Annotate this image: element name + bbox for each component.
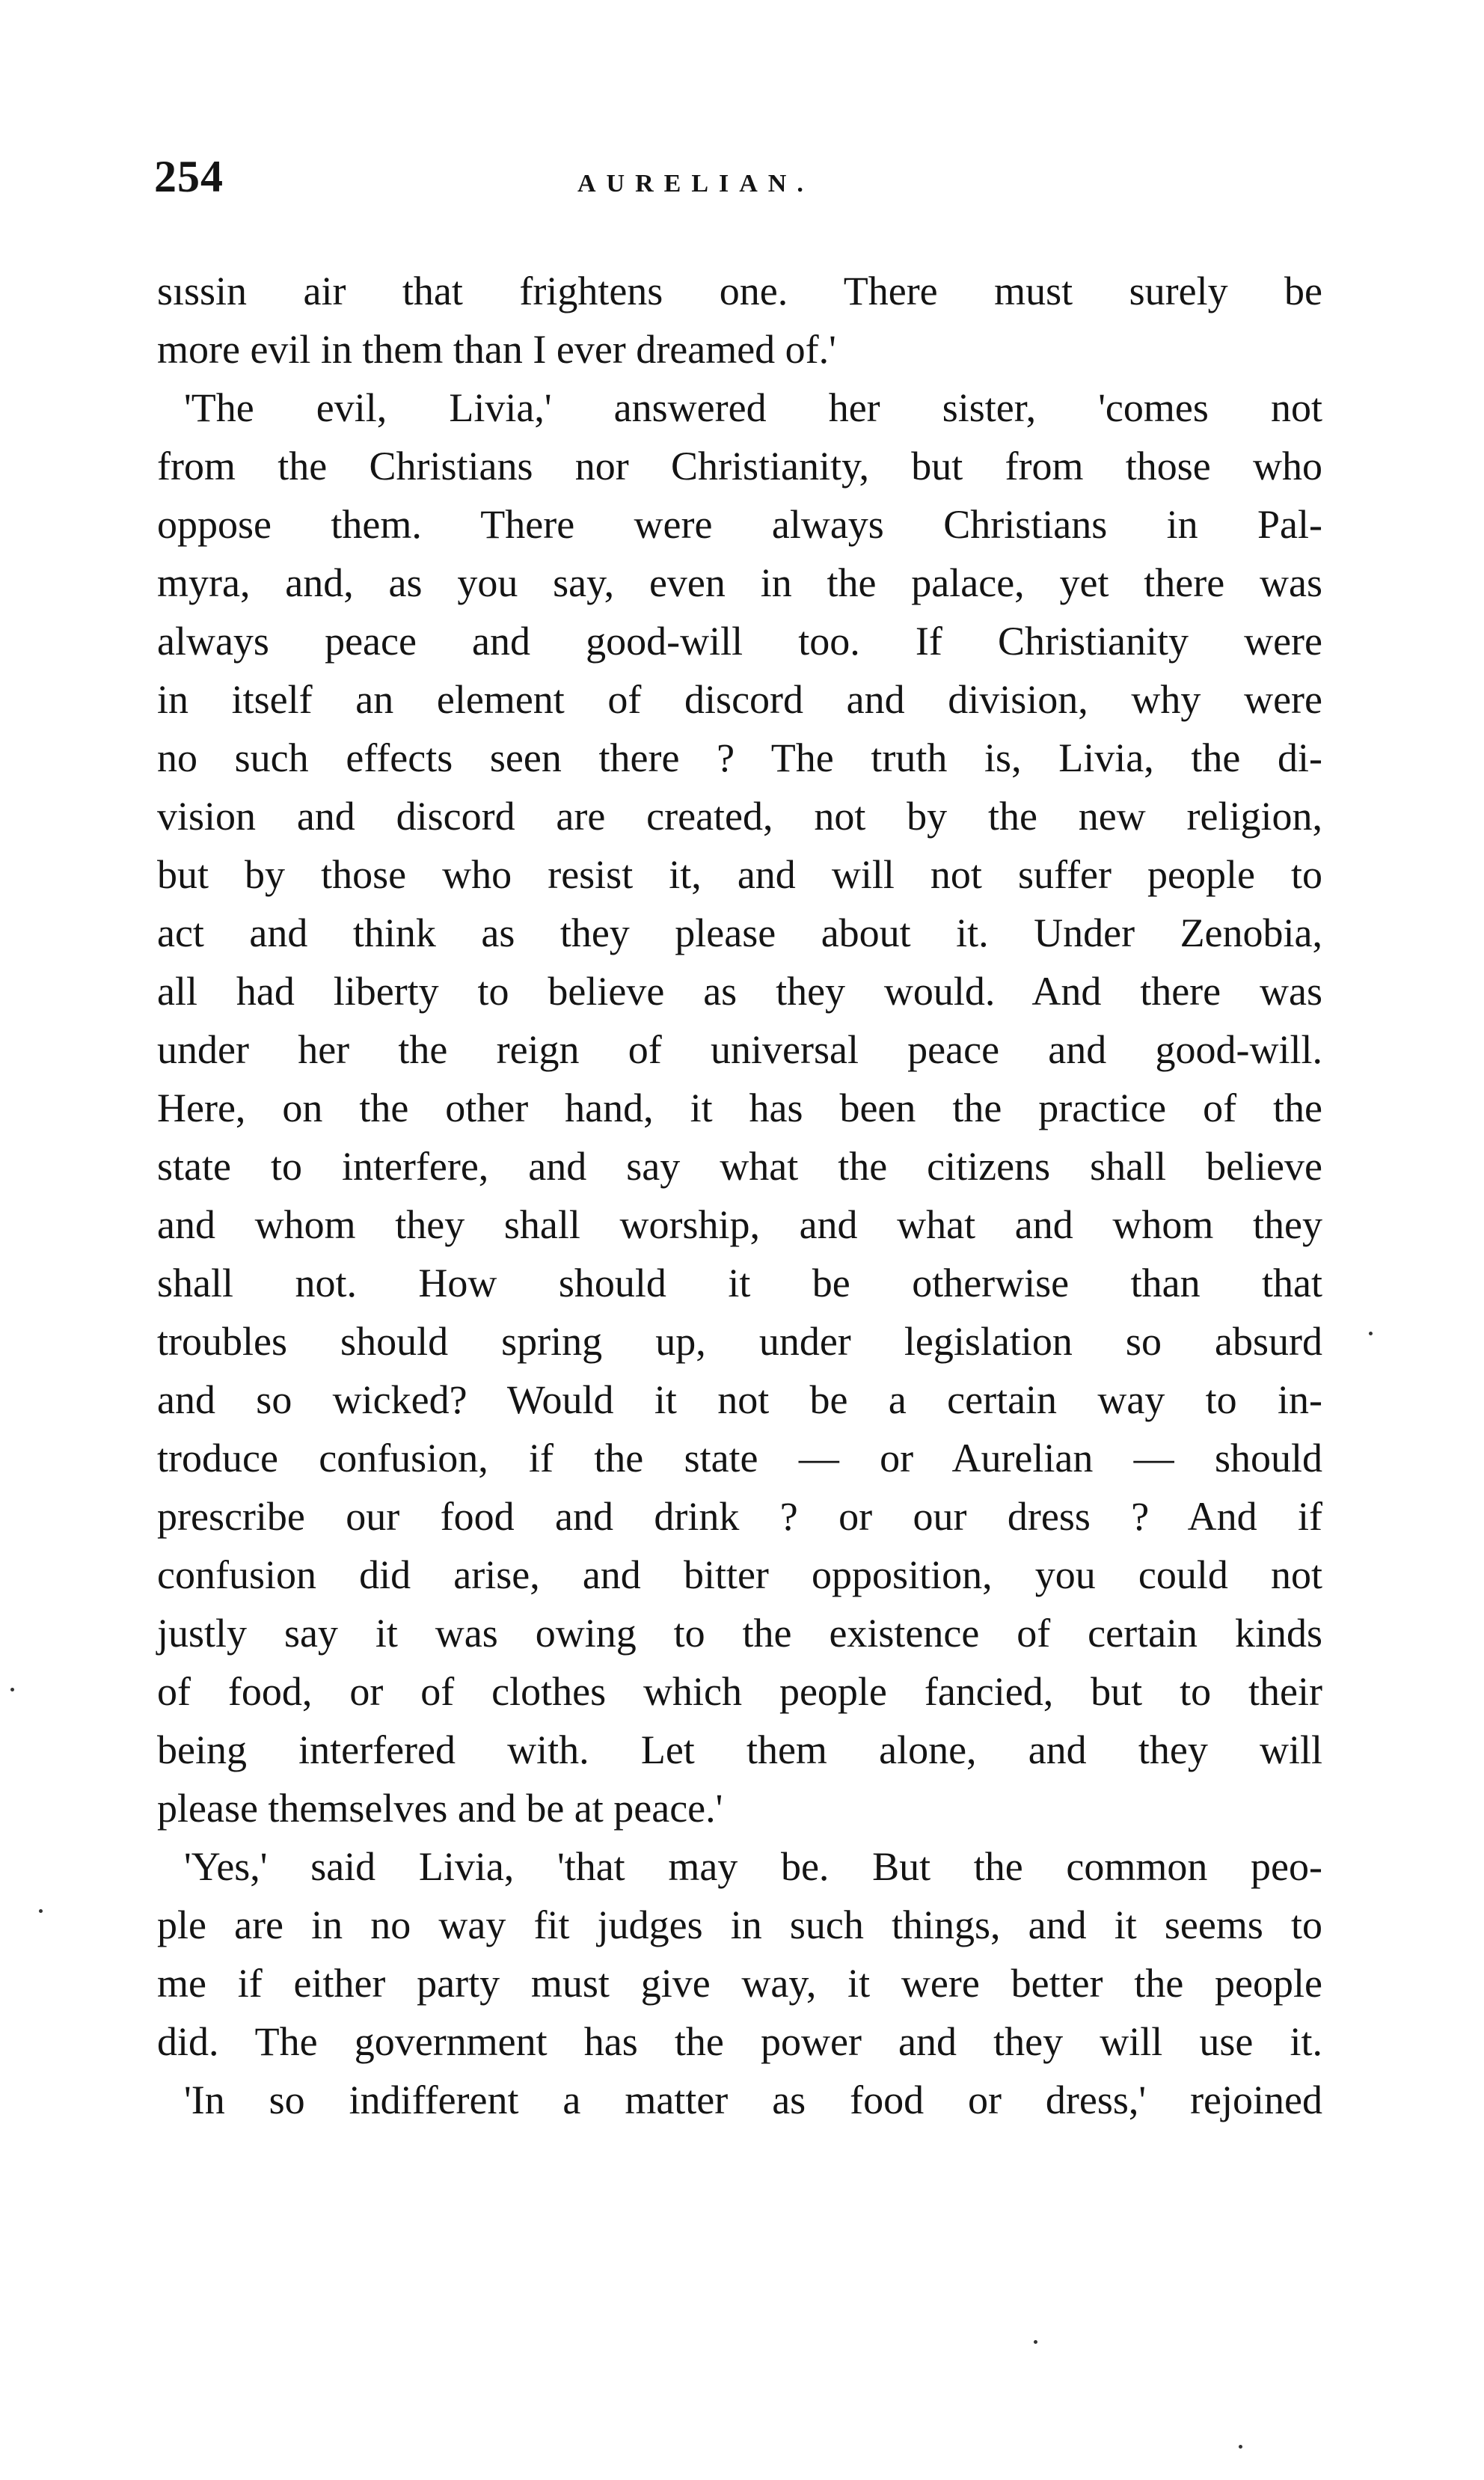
text-line: 'In so indifferent a matter as food or dress,' rejoined xyxy=(184,2078,1322,2122)
text-line: but by those who resist it, and will not suffer people to xyxy=(157,852,1322,897)
body-text xyxy=(157,262,1322,2129)
text-line: no such effects seen there ? The truth is, Livia, the di- xyxy=(157,735,1322,780)
text-line: Here, on the other hand, it has been the practice of the xyxy=(157,1086,1322,1130)
text-line: from the Christians nor Christianity, but from those who xyxy=(157,444,1322,489)
text-line: troubles should spring up, under legislation so absurd xyxy=(157,1319,1322,1364)
scan-speck xyxy=(1239,2445,1242,2449)
scan-speck xyxy=(10,1688,14,1691)
text-line: and whom they shall worship, and what and whom they xyxy=(157,1202,1322,1247)
text-line: act and think as they please about it. Under Zenobia, xyxy=(157,910,1322,955)
text-line: under her the reign of universal peace and good-will. xyxy=(157,1027,1322,1072)
text-line: did. The government has the power and they will use it. xyxy=(157,2019,1322,2064)
text-line: more evil in them than I ever dreamed of.' xyxy=(157,327,836,372)
text-line: troduce confusion, if the state — or Aurelian — should xyxy=(157,1436,1322,1481)
text-line: of food, or of clothes which people fancied, but to their xyxy=(157,1669,1322,1714)
scan-speck xyxy=(1034,2340,1037,2344)
text-line: shall not. How should it be otherwise than that xyxy=(157,1261,1322,1305)
text-line: and so wicked? Would it not be a certain way to in- xyxy=(157,1377,1322,1422)
page-number: 254 xyxy=(154,152,224,201)
text-line: always peace and good-will too. If Christianity were xyxy=(157,619,1322,664)
text-line: being interfered with. Let them alone, and they will xyxy=(157,1727,1322,1772)
text-line: confusion did arise, and bitter opposition, you could not xyxy=(157,1552,1322,1597)
text-line: me if either party must give way, it were better the people xyxy=(157,1961,1322,2006)
text-line: sıssin air that frightens one. There must surely be xyxy=(157,269,1322,313)
text-line: 'Yes,' said Livia, 'that may be. But the common peo- xyxy=(184,1844,1322,1889)
text-line: vision and discord are created, not by the new religion, xyxy=(157,794,1322,839)
text-line: justly say it was owing to the existence of certain kinds xyxy=(157,1611,1322,1656)
text-line: in itself an element of discord and division, why were xyxy=(157,677,1322,722)
scan-speck xyxy=(39,1909,43,1913)
text-line: oppose them. There were always Christians in Pal- xyxy=(157,502,1322,547)
text-line: prescribe our food and drink ? or our dress ? And if xyxy=(157,1494,1322,1539)
page-header xyxy=(154,154,1321,206)
text-line: all had liberty to believe as they would. And there was xyxy=(157,969,1322,1014)
text-line: ple are in no way fit judges in such things, and it seems to xyxy=(157,1902,1322,1947)
running-title: AURELIAN. xyxy=(577,170,814,198)
text-line: myra, and, as you say, even in the palace, yet there was xyxy=(157,560,1322,605)
scan-speck xyxy=(1369,1332,1373,1335)
text-line: 'The evil, Livia,' answered her sister, 'comes not xyxy=(184,385,1322,430)
text-line: please themselves and be at peace.' xyxy=(157,1786,723,1831)
text-line: state to interfere, and say what the citizens shall believe xyxy=(157,1144,1322,1189)
